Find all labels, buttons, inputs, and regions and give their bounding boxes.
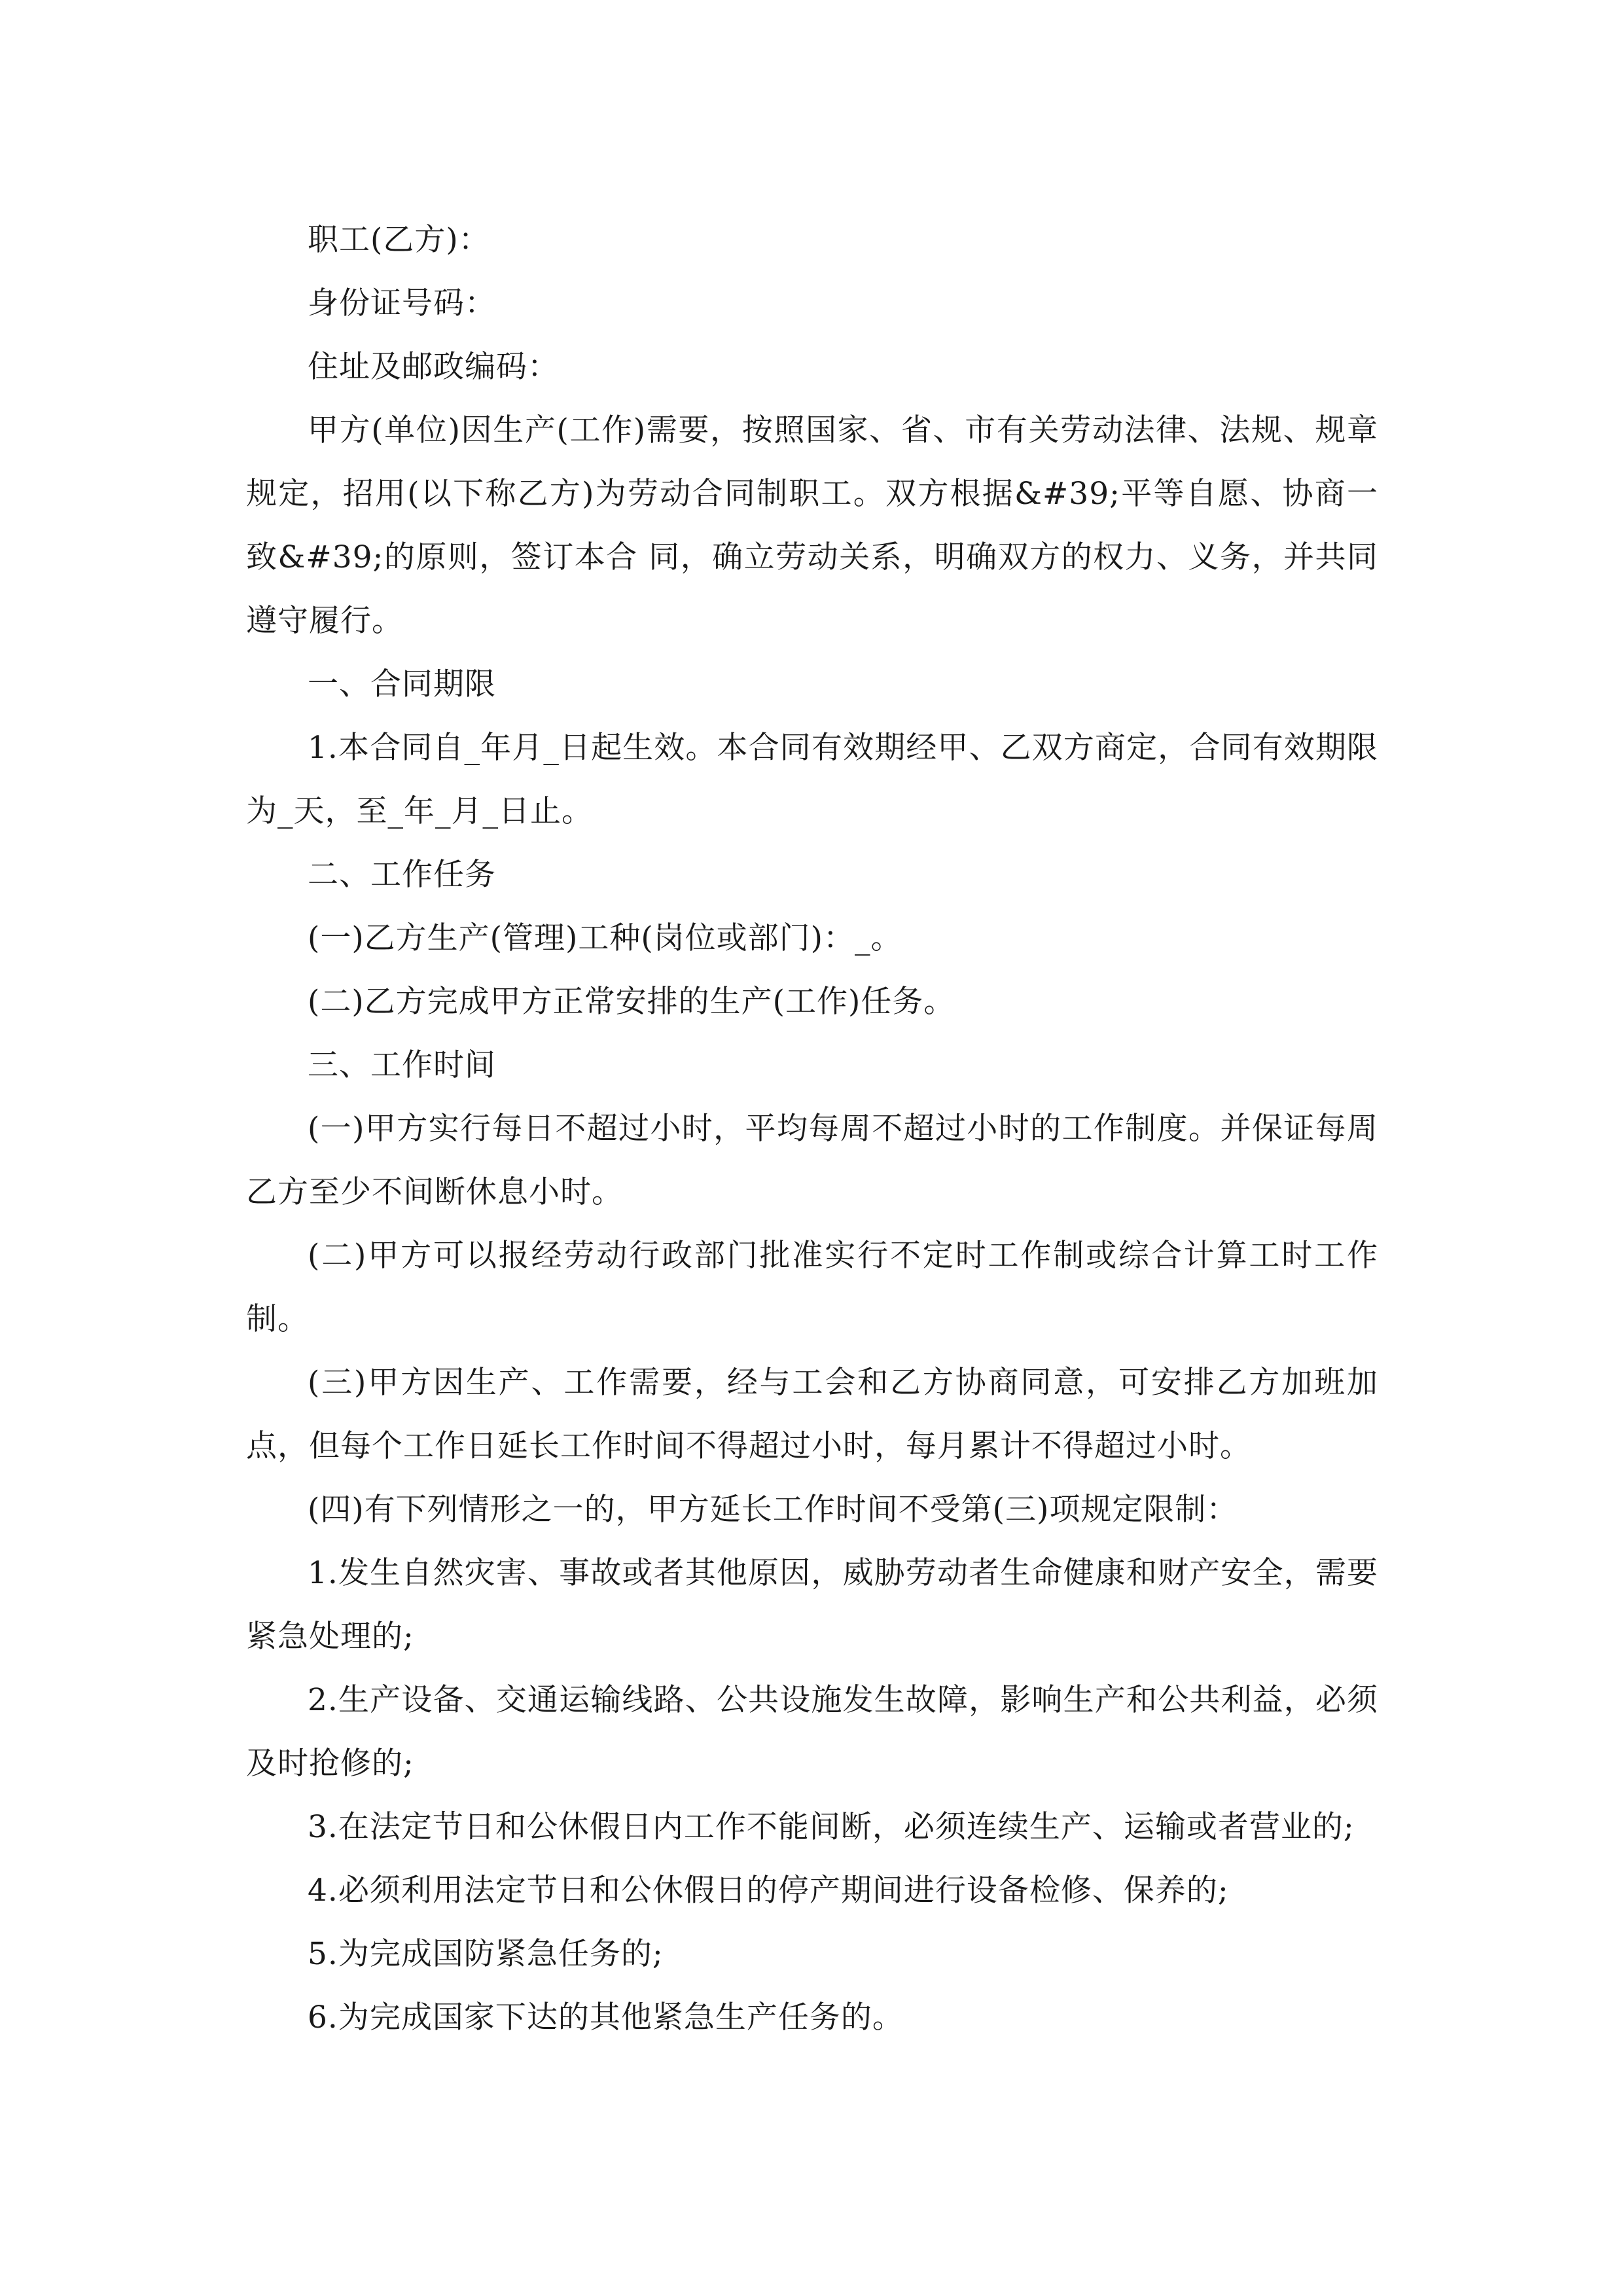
clause-working-hours-3: (三)甲方因生产、工作需要，经与工会和乙方协商同意，可安排乙方加班加点，但每个工作日延长工作时间不得超过小时，每月累计不得超过小时。 (246, 1365, 1378, 1464)
clause-work-tasks-1: (一)乙方生产(管理)工种(岗位或部门)：_。 (308, 920, 902, 956)
list-item-6: 6.为完成国家下达的其他紧急生产任务的。 (308, 2000, 904, 2036)
clause-working-hours-2: (二)甲方可以报经劳动行政部门批准实行不定时工作制或综合计算工时工作制。 (246, 1238, 1378, 1337)
clause-working-hours-4: (四)有下列情形之一的，甲方延长工作时间不受第(三)项规定限制： (308, 1492, 1238, 1528)
list-item-3: 3.在法定节日和公休假日内工作不能间断，必须连续生产、运输或者营业的; (308, 1809, 1355, 1845)
list-item-1: 1.发生自然灾害、事故或者其他原因，威胁劳动者生命健康和财产安全，需要紧急处理的; (246, 1555, 1378, 1655)
section-heading-working-hours: 三、工作时间 (308, 1047, 496, 1083)
list-item-2: 2.生产设备、交通运输线路、公共设施发生故障，影响生产和公共利益，必须及时抢修的; (246, 1682, 1378, 1782)
list-item-4: 4.必须利用法定节日和公休假日的停产期间进行设备检修、保养的; (308, 1873, 1229, 1909)
clause-work-tasks-2: (二)乙方完成甲方正常安排的生产(工作)任务。 (308, 984, 955, 1020)
document-body (246, 208, 1378, 2049)
clause-contract-term-1: 1.本合同自_年月_日起生效。本合同有效期经甲、乙双方商定，合同有效期限为_天，至_年_月_日止。 (246, 730, 1378, 829)
clause-working-hours-1: (一)甲方实行每日不超过小时，平均每周不超过小时的工作制度。并保证每周乙方至少不间断休息小时。 (246, 1111, 1378, 1210)
preamble-paragraph: 甲方(单位)因生产(工作)需要，按照国家、省、市有关劳动法律、法规、规章规定，招用(以下称乙方)为劳动合同制职工。双方根据&#39;平等自愿、协商一致&#39;的原则，签订本合 同，确立劳动关系，明确双方的权力、义务，并共同遵守履行。 (246, 412, 1378, 639)
list-item-5: 5.为完成国防紧急任务的; (308, 1936, 664, 1972)
id-number-label: 身份证号码： (308, 285, 496, 321)
section-heading-work-tasks: 二、工作任务 (308, 857, 496, 893)
employee-party-label: 职工(乙方)： (308, 222, 490, 258)
address-postcode-label: 住址及邮政编码： (308, 349, 559, 385)
section-heading-contract-term: 一、合同期限 (308, 666, 496, 702)
